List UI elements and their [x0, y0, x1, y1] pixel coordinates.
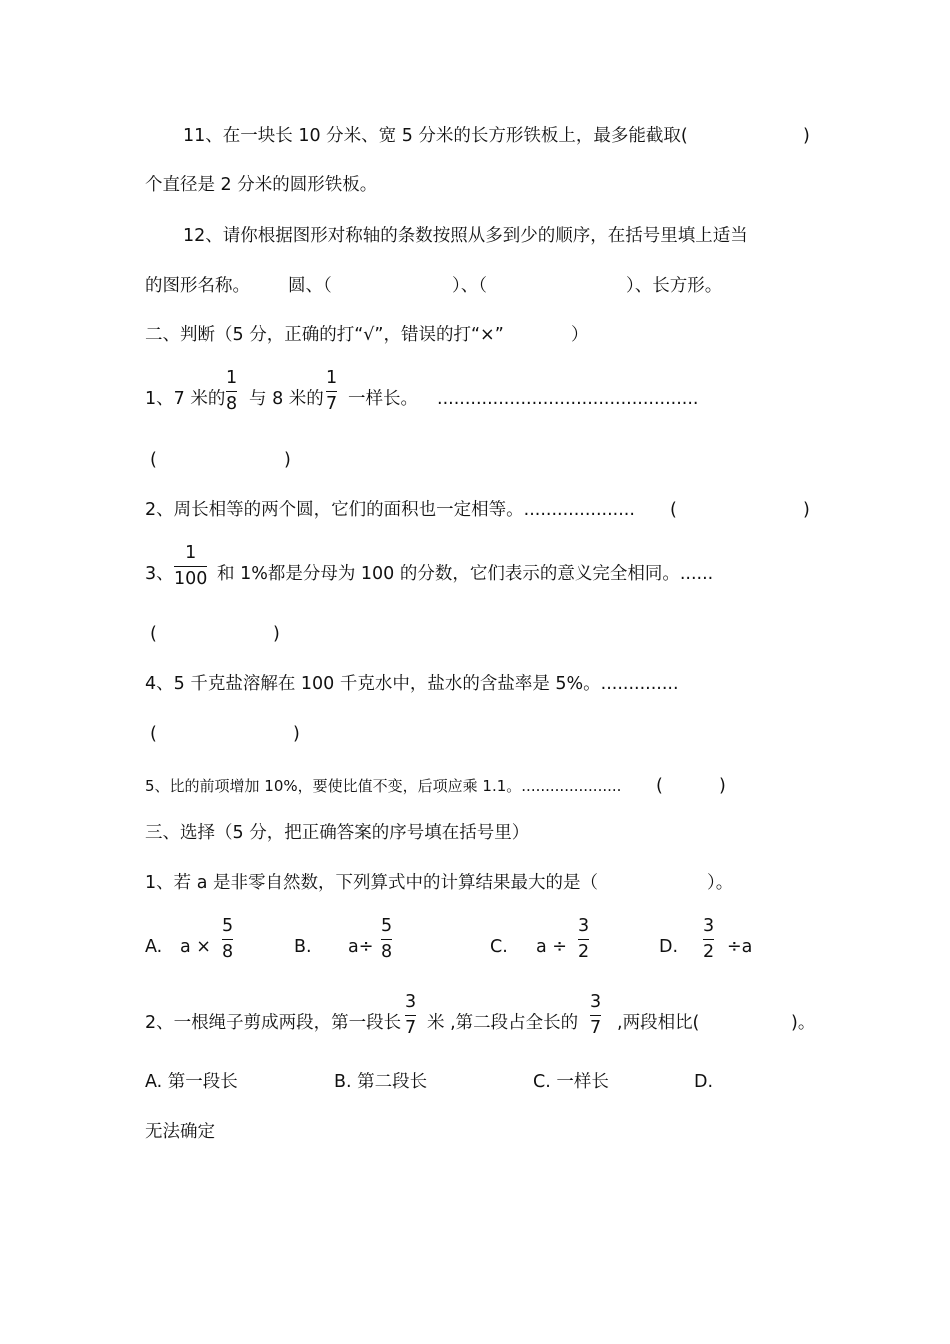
option-a-expr: a × [180, 937, 211, 957]
numerator: 1 [226, 368, 238, 388]
p2-q4-close: ) [293, 724, 300, 744]
q11-line1: 11、在一块长 10 分米、宽 5 分米的长方形铁板上，最多能截取( [183, 126, 688, 146]
fraction-bar [381, 939, 392, 940]
p2-q1-fraction-2 [326, 367, 337, 415]
p2-q4-open: ( [150, 724, 157, 744]
p2-q2-open: ( [670, 500, 677, 520]
p2-q1-suffix: 一样长。 [348, 389, 418, 409]
numerator: 3 [703, 916, 715, 936]
q12-line2-b: 圆、（ [288, 276, 332, 296]
q11-line2: 个直径是 2 分米的圆形铁板。 [145, 175, 378, 195]
p2-q3-open: ( [150, 624, 157, 644]
option-a-label: A. [145, 937, 163, 957]
fraction-bar [326, 391, 337, 392]
p2-q2-close: ) [803, 500, 810, 520]
p2-q1-close: ) [284, 450, 291, 470]
p3-q2-option-c: C. 一样长 [533, 1072, 609, 1092]
option-b-fraction [381, 915, 392, 963]
p3-q2-option-b: B. 第二段长 [334, 1072, 428, 1092]
q12-line2-c: ）、（ [452, 276, 487, 296]
p2-q1-dots: ............................................... [437, 389, 699, 409]
p3-q2-fraction-2 [590, 991, 601, 1039]
p3-q2-mid: 米 ,第二段占全长的 [427, 1013, 579, 1033]
numerator: 1 [326, 368, 338, 388]
option-c-expr: a ÷ [536, 937, 567, 957]
option-d-fraction [703, 915, 714, 963]
numerator: 3 [578, 916, 590, 936]
numerator: 3 [405, 992, 417, 1012]
p2-q3-close: ) [273, 624, 280, 644]
part3-heading: 三、选择（5 分，把正确答案的序号填在括号里） [145, 823, 530, 843]
denominator: 8 [226, 394, 238, 414]
p2-q2-text: 2、周长相等的两个圆，它们的面积也一定相等。.................... [145, 500, 635, 520]
option-d-label: D. [659, 937, 679, 957]
q12-line1: 12、请你根据图形对称轴的条数按照从多到少的顺序，在括号里填上适当 [183, 226, 748, 246]
option-d-expr: ÷a [727, 937, 753, 957]
p2-q3-text: 和 1%都是分母为 100 的分数，它们表示的意义完全相同。...... [217, 564, 714, 584]
p2-q5-text: 5、比的前项增加 10%，要使比值不变，后项应乘 1.1。..................... [145, 777, 622, 795]
fraction-bar [703, 939, 714, 940]
part2-heading-close: ） [571, 325, 589, 345]
p2-q3-prefix: 3、 [145, 564, 174, 584]
p3-q2-option-d: D. [694, 1072, 714, 1092]
q12-line2-a: 的图形名称。 [145, 276, 250, 296]
fraction-bar [578, 939, 589, 940]
p2-q3-fraction [174, 542, 207, 590]
denominator: 2 [578, 942, 590, 962]
option-c-label: C. [490, 937, 508, 957]
option-c-fraction [578, 915, 589, 963]
p2-q1-open: ( [150, 450, 157, 470]
numerator: 5 [381, 916, 393, 936]
denominator: 7 [405, 1018, 417, 1038]
p2-q1-prefix: 1、7 米的 [145, 389, 226, 409]
denominator: 100 [174, 569, 208, 589]
denominator: 8 [222, 942, 234, 962]
part2-heading: 二、判断（5 分，正确的打“√”，错误的打“×” [145, 325, 504, 345]
p3-q2-fraction-1 [405, 991, 416, 1039]
fraction-bar [590, 1015, 601, 1016]
p3-q2-suffix: ,两段相比( [617, 1013, 700, 1033]
fraction-bar [222, 939, 233, 940]
numerator: 3 [590, 992, 602, 1012]
p3-q2-option-d-text: 无法确定 [145, 1122, 215, 1142]
p3-q1-close: ）。 [707, 873, 734, 893]
p3-q2-close: )。 [791, 1013, 816, 1033]
q12-line2-d: ）、长方形。 [626, 276, 723, 296]
fraction-bar [405, 1015, 416, 1016]
p2-q1-fraction-1 [226, 367, 237, 415]
denominator: 2 [703, 942, 715, 962]
p3-q2-option-a: A. 第一段长 [145, 1072, 238, 1092]
option-b-expr: a÷ [348, 937, 374, 957]
p2-q1-mid: 与 8 米的 [249, 389, 324, 409]
option-a-fraction [222, 915, 233, 963]
numerator: 1 [185, 543, 197, 563]
numerator: 5 [222, 916, 234, 936]
p3-q1-text: 1、若 a 是非零自然数，下列算式中的计算结果最大的是（ [145, 873, 598, 893]
p2-q5-open: ( [656, 776, 663, 796]
fraction-bar [174, 566, 207, 567]
p2-q4-text: 4、5 千克盐溶解在 100 千克水中，盐水的含盐率是 5%。.............. [145, 674, 679, 694]
fraction-bar [226, 391, 237, 392]
p2-q5-close: ) [719, 776, 726, 796]
denominator: 7 [590, 1018, 602, 1038]
option-b-label: B. [294, 937, 312, 957]
q11-answer-close: ) [803, 126, 810, 146]
denominator: 8 [381, 942, 393, 962]
p3-q2-prefix: 2、一根绳子剪成两段，第一段长 [145, 1013, 402, 1033]
denominator: 7 [326, 394, 338, 414]
